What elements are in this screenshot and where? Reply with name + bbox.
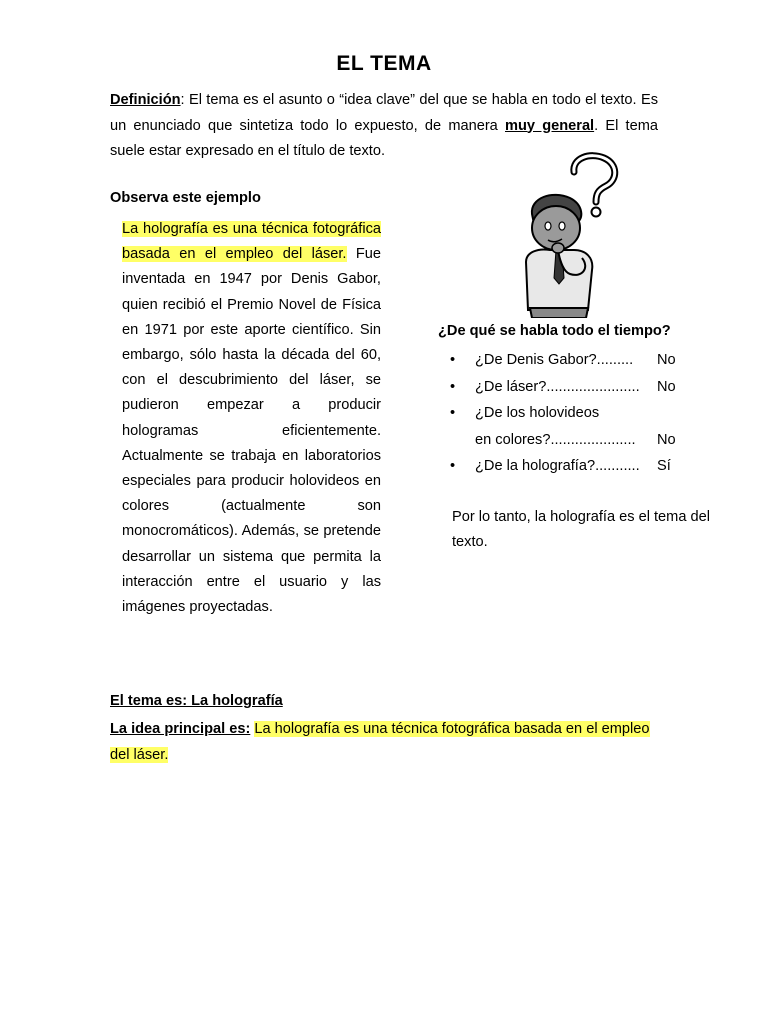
bullet-icon: • <box>450 458 456 474</box>
example-heading: Observa este ejemplo <box>110 190 261 206</box>
list-item <box>450 374 676 401</box>
main-idea-text: La holografía es una técnica fotográfica basada en el empleo del láser. <box>110 721 650 763</box>
question-text: ¿De láser?....................... <box>475 378 640 395</box>
question-list <box>450 347 676 480</box>
main-idea-statement <box>110 716 650 768</box>
definition-label: Definición <box>110 92 181 108</box>
question-answer: No <box>657 378 676 395</box>
question-text: ¿De los holovideos <box>475 405 600 421</box>
question-answer: No <box>657 352 676 368</box>
question-answer: Sí <box>657 458 671 474</box>
thinking-man-question-mark-icon <box>512 150 624 318</box>
bullet-icon: • <box>450 352 456 368</box>
question-text: ¿De la holografía?........... <box>475 458 640 474</box>
main-idea-label: La idea principal es: <box>110 721 251 737</box>
tema-statement: El tema es: La holografía <box>110 693 283 709</box>
definition-text-2: . El tema suele estar expresado en el título de texto. <box>110 117 658 159</box>
question-text: ¿De Denis Gabor?......... <box>475 352 634 368</box>
page-title: EL TEMA <box>336 52 432 75</box>
question-text-continued: en colores?..................... <box>475 431 636 448</box>
list-item <box>450 347 676 374</box>
question-heading: ¿De qué se habla todo el tiempo? <box>438 323 671 339</box>
list-item <box>450 453 671 480</box>
question-answer: No <box>657 431 676 448</box>
definition-text-1: : El tema es el asunto o “idea clave” del que se habla en todo el texto. Es un enunciado que sintetiza todo lo expuesto, de manera <box>110 92 658 134</box>
conclusion-text: Por lo tanto, la holografía es el tema del texto. <box>452 509 710 550</box>
definition-emphasis: muy general <box>505 117 595 134</box>
example-rest: Fue inventada en 1947 por Denis Gabor, quien recibió el Premio Novel de Física en 1971 por este aporte científico. Sin embargo, sólo hasta la década del 60, con el descubrimiento del láser, se pudieron empezar a producir hologramas eficientemente. Actualmente se trabaja en laboratorios especiales para producir holovideos en colores (actualmente son monocromáticos). Además, se pretende desarrollar un sistema que permita la interacción entre el usuario y las imágenes proyectadas. <box>122 246 382 616</box>
example-paragraph <box>122 217 381 620</box>
list-item <box>450 400 676 453</box>
bullet-icon: • <box>450 378 456 395</box>
bullet-icon: • <box>450 405 456 421</box>
example-highlight: La holografía es una técnica fotográfica basada en el empleo del láser. <box>122 221 381 263</box>
